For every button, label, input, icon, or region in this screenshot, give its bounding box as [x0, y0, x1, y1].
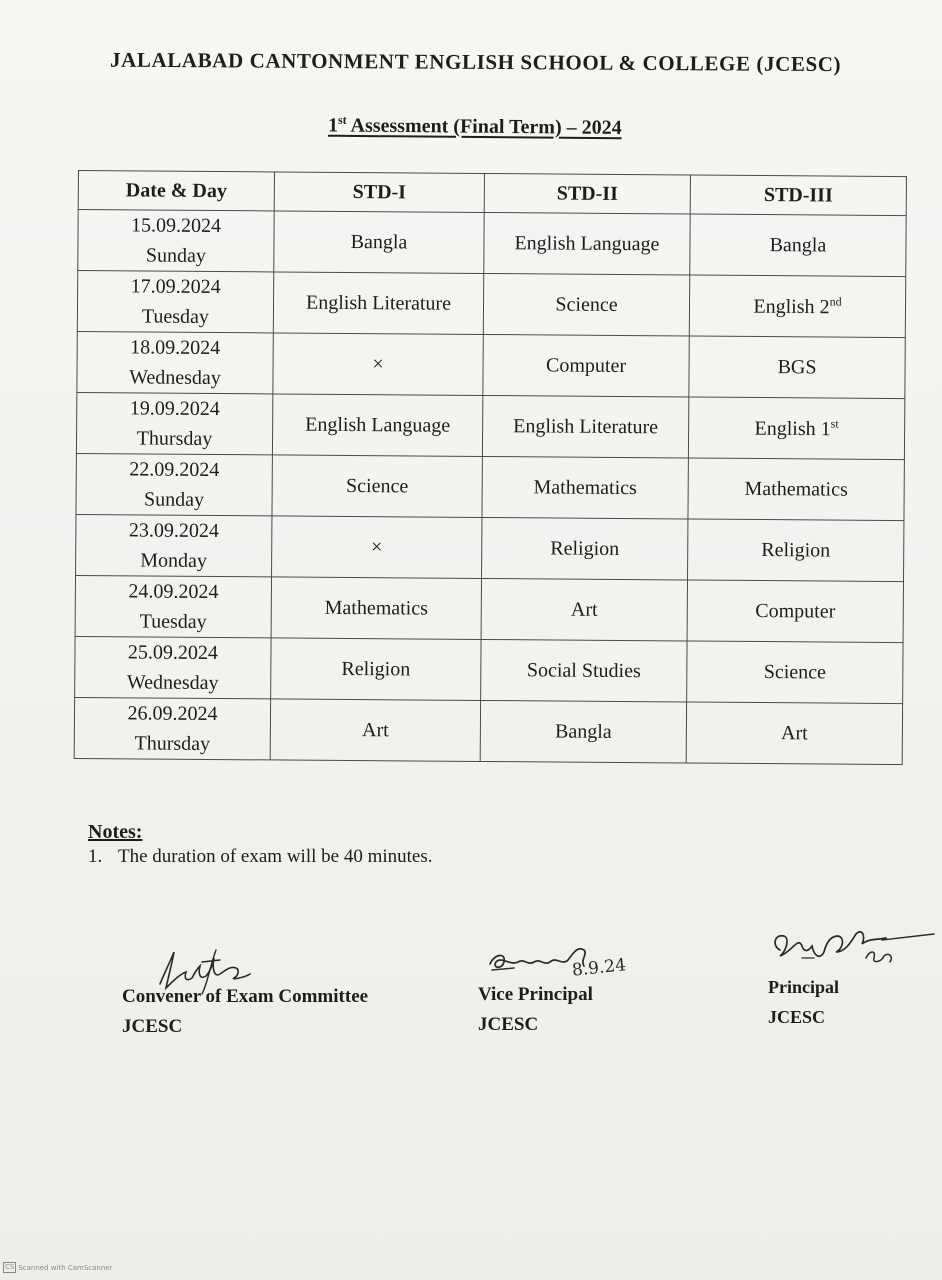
- subject-name: Computer: [755, 599, 836, 623]
- subject-cell-std-2: [482, 456, 688, 519]
- subject-name: Science: [346, 474, 409, 497]
- exam-title-ordinal: st: [337, 112, 347, 127]
- subject-cell-std-2: [482, 517, 688, 580]
- date-day-cell: [76, 514, 272, 576]
- exam-day: Tuesday: [141, 305, 210, 328]
- exam-day: Sunday: [144, 488, 205, 511]
- exam-date: 23.09.2024: [128, 519, 219, 543]
- exam-date: 15.09.2024: [131, 214, 222, 238]
- subject-cell-std-3: [689, 275, 905, 338]
- subject-name: Bangla: [554, 720, 612, 743]
- date-day-cell: [77, 271, 273, 333]
- table-row: [77, 331, 905, 398]
- table-row: [77, 271, 905, 338]
- subject-cell-std-3: [688, 458, 904, 521]
- subject-name: Mathematics: [533, 475, 637, 499]
- principal-org: JCESC: [768, 1007, 826, 1027]
- subject-cell-std-1: [272, 516, 482, 579]
- subject-cell-std-1: [271, 638, 481, 701]
- date-day-cell: [77, 331, 273, 393]
- exam-date: 22.09.2024: [129, 458, 220, 482]
- subject-name: Mathematics: [744, 477, 848, 501]
- date-day-cell: [75, 636, 271, 698]
- exam-title-number: 1: [327, 114, 339, 137]
- subject-name: English Language: [305, 413, 451, 437]
- subject-name: Religion: [341, 657, 411, 680]
- header-std-2: STD-II: [484, 173, 690, 214]
- school-name-heading: JALALABAD CANTONMENT ENGLISH SCHOOL & COLLEGE (JCESC): [109, 47, 842, 77]
- schedule-table-wrapper: [74, 170, 906, 765]
- subject-name: Science: [555, 293, 618, 316]
- subject-cell-std-1: [273, 272, 483, 335]
- convener-org: JCESC: [122, 1016, 183, 1037]
- date-day-cell: [76, 453, 272, 515]
- exam-day: Monday: [140, 549, 208, 572]
- subject-name: English Language: [514, 231, 660, 255]
- subject-cell-std-2: [481, 578, 687, 641]
- header-std-1: STD-I: [274, 172, 484, 213]
- principal-signature-block: [768, 972, 839, 1032]
- convener-signature-block: [122, 982, 368, 1042]
- schedule-table-body: [74, 210, 906, 765]
- exam-day: Sunday: [145, 244, 206, 267]
- subject-name: BGS: [777, 355, 817, 378]
- scanner-text: Scanned with CamScanner: [18, 1263, 113, 1272]
- exam-day: Wednesday: [129, 366, 221, 390]
- subject-cell-std-3: [688, 519, 904, 582]
- exam-date: 25.09.2024: [127, 641, 219, 665]
- date-day-cell: [74, 697, 270, 759]
- table-header-row: [78, 171, 906, 216]
- subject-cell-std-2: [483, 334, 689, 397]
- subject-name: Computer: [546, 353, 627, 377]
- subject-cell-std-3: [686, 702, 902, 765]
- scanner-watermark: [3, 1262, 113, 1273]
- table-row: [74, 697, 902, 764]
- subject-cell-std-2: [482, 395, 688, 458]
- subject-cell-std-3: [690, 214, 906, 277]
- subject-cell-std-2: [483, 273, 689, 336]
- exam-schedule-table: [74, 170, 907, 765]
- subject-name: ×: [371, 535, 383, 558]
- table-row: [78, 210, 906, 277]
- subject-name: Social Studies: [526, 658, 641, 682]
- subject-name: English Literature: [513, 414, 659, 438]
- subject-ordinal: nd: [829, 294, 842, 309]
- exam-day: Wednesday: [126, 671, 219, 695]
- note-text: The duration of exam will be 40 minutes.: [118, 846, 433, 867]
- vice-principal-signature-block: [478, 980, 593, 1040]
- date-day-cell: [76, 392, 272, 454]
- subject-name: English 2: [753, 295, 830, 318]
- table-row: [76, 453, 904, 520]
- table-row: [75, 575, 903, 642]
- subject-cell-std-3: [687, 580, 903, 643]
- note-number: 1.: [88, 846, 103, 867]
- subject-name: English 1: [754, 417, 831, 440]
- vice-principal-title: Vice Principal: [478, 984, 593, 1005]
- subject-name: Art: [361, 718, 389, 741]
- exam-day: Tuesday: [139, 610, 207, 633]
- subject-name: Bangla: [350, 230, 408, 253]
- exam-day: Thursday: [134, 732, 211, 755]
- exam-title-text: Assessment (Final Term) – 2024: [346, 114, 622, 139]
- notes-heading: Notes:: [88, 821, 143, 843]
- subject-cell-std-1: [274, 211, 484, 274]
- table-row: [76, 392, 904, 459]
- subject-ordinal: st: [830, 416, 839, 431]
- subject-cell-std-1: [273, 333, 483, 396]
- subject-name: Religion: [550, 536, 620, 560]
- subject-cell-std-3: [689, 336, 905, 399]
- exam-date: 24.09.2024: [128, 580, 219, 604]
- vice-principal-signature-date: 8.9.24: [571, 955, 627, 981]
- table-row: [76, 514, 904, 581]
- subject-name: Mathematics: [324, 596, 429, 620]
- vice-principal-org: JCESC: [478, 1014, 539, 1035]
- date-day-cell: [75, 575, 271, 637]
- subject-cell-std-2: [481, 639, 687, 702]
- header-date-day: Date & Day: [78, 171, 274, 211]
- table-row: [75, 636, 903, 703]
- exam-day: Thursday: [136, 427, 213, 450]
- principal-title: Principal: [768, 977, 839, 997]
- subject-cell-std-1: [272, 455, 482, 518]
- subject-name: Science: [763, 660, 827, 683]
- exam-date: 26.09.2024: [127, 702, 218, 726]
- subject-name: Art: [570, 598, 598, 621]
- header-std-3: STD-III: [690, 175, 906, 216]
- subject-name: English Literature: [305, 291, 452, 315]
- subject-cell-std-1: [271, 577, 481, 640]
- exam-title: [328, 113, 622, 140]
- exam-date: 19.09.2024: [129, 397, 220, 421]
- subject-name: Art: [780, 721, 808, 744]
- exam-date: 18.09.2024: [130, 336, 221, 360]
- exam-date: 17.09.2024: [130, 275, 221, 299]
- subject-cell-std-3: [688, 397, 904, 460]
- date-day-cell: [78, 210, 274, 272]
- note-item: [88, 846, 432, 868]
- subject-cell-std-3: [687, 641, 903, 704]
- subject-name: Bangla: [769, 233, 827, 256]
- subject-name: Religion: [761, 538, 831, 562]
- convener-title: Convener of Exam Committee: [122, 986, 369, 1007]
- subject-cell-std-2: [480, 700, 686, 763]
- subject-name: ×: [372, 352, 384, 375]
- subject-cell-std-2: [484, 212, 690, 275]
- subject-cell-std-1: [272, 394, 482, 457]
- subject-cell-std-1: [270, 699, 480, 762]
- scanner-badge: CS: [5, 1263, 15, 1271]
